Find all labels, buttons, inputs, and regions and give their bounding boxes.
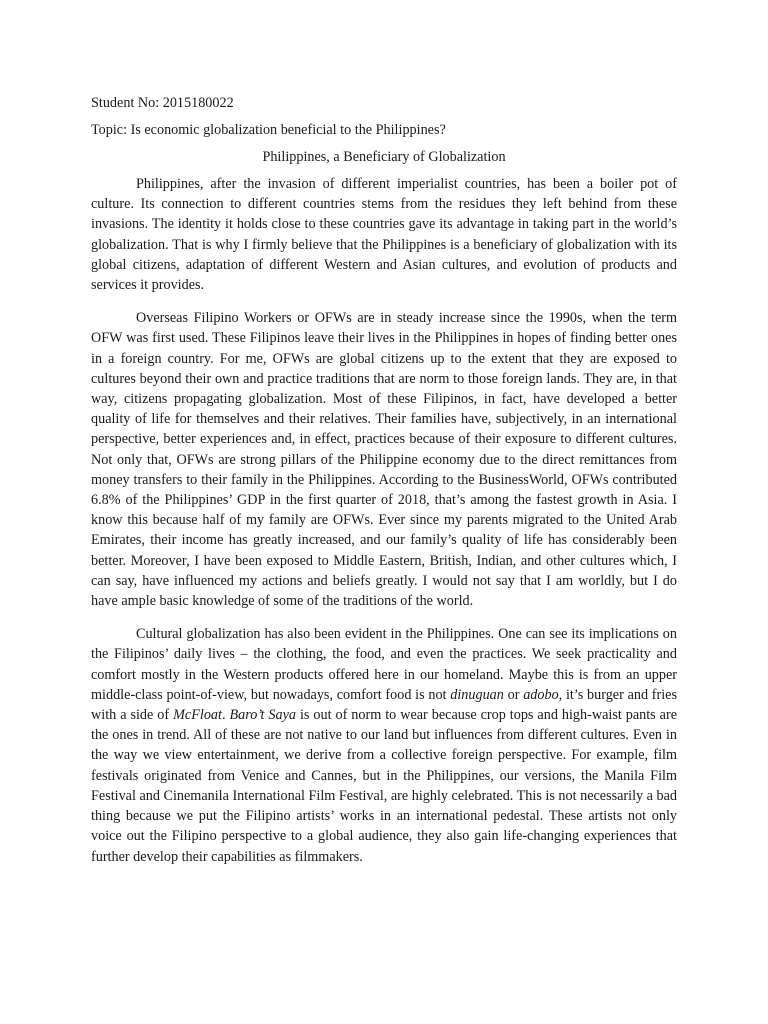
paragraph-cultural-text-d: . <box>221 707 230 724</box>
paragraph-cultural-text-a: Cultural globalization has also been evident in the Philippines. One can see its implications on the Filipinos’ daily lives – the clothing, the food, and even the practices. We seek practicality and comfort mostly in the Western products offered here in our homeland. Maybe this is from an upper middle-class point-of-view, but nowadays, comfort food is not <box>91 626 677 703</box>
term-barot-saya: Baro’t Saya <box>229 707 296 724</box>
paragraph-cultural <box>91 624 677 866</box>
paragraph-cultural-text-b: or <box>503 686 524 703</box>
term-adobo: adobo <box>523 686 559 703</box>
paragraph-ofw: Overseas Filipino Workers or OFWs are in steady increase since the 1990s, when the term OFW was first used. These Filipinos leave their lives in the Philippines in hopes of finding better ones in a foreign country. For me, OFWs are global citizens up to the extent that they are exposed to cultures beyond their own and practice traditions that are norm to those foreign lands. They are, in that way, citizens propagating globalization. Most of these Filipinos, in fact, have developed a better quality of life for themselves and their relatives. Their families have, subjectively, in an international perspective, better experiences and, in effect, practices because of their exposure to different cultures. Not only that, OFWs are strong pillars of the Philippine economy due to the direct remittances from money transfers to their family in the Philippines. According to the BusinessWorld, OFWs contributed 6.8% of the Philippines’ GDP in the first quarter of 2018, that’s among the fastest growth in Asia. I know this because half of my family are OFWs. Ever since my parents migrated to the United Arab Emirates, their income has greatly increased, and our family’s quality of life has considerably been better. Moreover, I have been exposed to Middle Eastern, British, Indian, and other cultures which, I can say, have influenced my actions and beliefs greatly. I would not say that I am worldly, but I do have ample basic knowledge of some of the traditions of the world. <box>91 310 677 610</box>
topic-text: Is economic globalization beneficial to the Philippines? <box>130 122 446 138</box>
paragraph-cultural-text-e: is out of norm to wear because crop tops and high-waist pants are the ones in trend. All of these are not native to our land but influences from different cultures. Even in the way we view entertainment, we derive from a collective foreign perspective. For example, film festivals originated from Venice and Cannes, but in the Philippines, our versions, the Manila Film Festival and Cinemanila International Film Festival, are highly celebrated. This is not necessarily a bad thing because we put the Filipino artists’ works in an international pedestal. These artists not only voice out the Filipino perspective to a global audience, they also gain life-changing experiences that further develop their capabilities as filmmakers. <box>91 707 678 865</box>
essay-title: Philippines, a Beneficiary of Globalization <box>262 149 506 165</box>
term-dinuguan: dinuguan <box>450 686 504 703</box>
term-mcfloat: McFloat <box>173 707 222 724</box>
student-number-line <box>91 93 677 113</box>
paragraph-intro: Philippines, after the invasion of different imperialist countries, has been a boiler pot of culture. Its connection to different countries stems from the residues they left behind from these invasions. The identity it holds close to these countries gave its advantage in taking part in the world’s globalization. That is why I firmly believe that the Philippines is a beneficiary of globalization with its global citizens, adaptation of different Western and Asian cultures, and evolution of products and services it provides. <box>91 176 677 294</box>
student-number-label: Student No: <box>91 95 160 111</box>
topic-line <box>91 120 677 140</box>
topic-label: Topic: <box>91 122 128 138</box>
essay-page <box>91 93 677 880</box>
student-number-value: 2015180022 <box>162 95 234 111</box>
paragraph-cultural-text-c: , it’s burger and fries with a side of <box>91 686 678 724</box>
